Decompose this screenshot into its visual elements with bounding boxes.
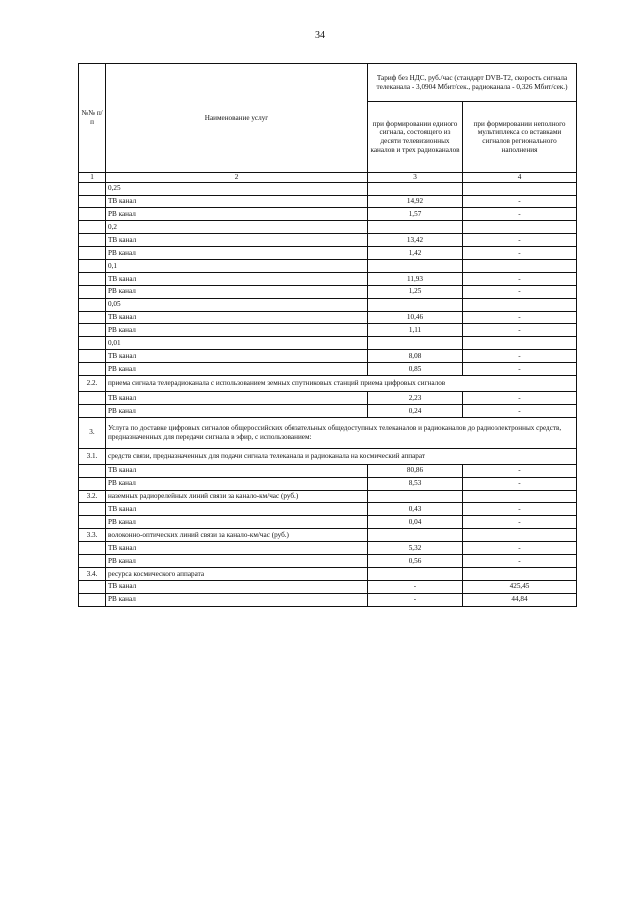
table-row: [79, 285, 577, 298]
service-name: 0,01: [106, 337, 368, 350]
tariff-col3: -: [368, 580, 463, 593]
row-number: 3.4.: [79, 567, 106, 580]
row-number: [79, 298, 106, 311]
tariff-col4: -: [463, 503, 577, 516]
service-name: ТВ канал: [106, 503, 368, 516]
service-name: РВ канал: [106, 516, 368, 529]
subsection-title: волоконно-оптических линий связи за канало-км/час (руб.): [106, 529, 368, 542]
section-3-rows: [79, 464, 577, 606]
service-name: ТВ канал: [106, 464, 368, 477]
row-number: [79, 285, 106, 298]
tariff-col4: -: [463, 542, 577, 555]
row-number: [79, 464, 106, 477]
row-number: [79, 580, 106, 593]
tariff-col3: [368, 529, 463, 542]
row-number: [79, 404, 106, 417]
subsection-title: ресурса космического аппарата: [106, 567, 368, 580]
tariff-col3: 8,53: [368, 477, 463, 490]
service-name: РВ канал: [106, 593, 368, 606]
table-row: [79, 503, 577, 516]
tariff-col4: -: [463, 208, 577, 221]
table-row: [79, 580, 577, 593]
service-name: 0,25: [106, 182, 368, 195]
section-number: 3.1.: [79, 448, 106, 464]
section-2-2-rows: [79, 392, 577, 418]
row-number: [79, 392, 106, 405]
tariff-col4: -: [463, 324, 577, 337]
table-row: [79, 350, 577, 363]
tariff-col3: 1,57: [368, 208, 463, 221]
tariff-col3: 10,46: [368, 311, 463, 324]
section-number: 3.: [79, 417, 106, 448]
row-number: [79, 259, 106, 272]
section-title: Услуга по доставке цифровых сигналов общероссийских обязательных общедоступных телеканалов и радиоканалов до радиоэлектронных средств, предназначенных для передачи сигнала в эфир, с использованием:: [106, 417, 577, 448]
row-number: [79, 221, 106, 234]
table-row: [79, 363, 577, 376]
tariff-col4: 425,45: [463, 580, 577, 593]
row-number: [79, 477, 106, 490]
tariff-table: [78, 63, 577, 607]
header-service-name: Наименование услуг: [106, 64, 368, 173]
tariff-col4: [463, 337, 577, 350]
tariff-col4: [463, 529, 577, 542]
row-number: [79, 324, 106, 337]
service-name: ТВ канал: [106, 272, 368, 285]
block1-rows: [79, 182, 577, 375]
page-number: 34: [315, 30, 325, 41]
tariff-col4: -: [463, 311, 577, 324]
service-name: ТВ канал: [106, 195, 368, 208]
tariff-col4: -: [463, 555, 577, 568]
service-name: РВ канал: [106, 208, 368, 221]
table-row: [79, 311, 577, 324]
row-number: [79, 311, 106, 324]
table-row: [79, 337, 577, 350]
section-title: приема сигнала телерадиоканала с использованием земных спутниковых станций приема цифровых сигналов: [106, 376, 577, 392]
tariff-col3: 5,32: [368, 542, 463, 555]
table-row: [79, 593, 577, 606]
service-name: РВ канал: [106, 404, 368, 417]
tariff-col4: -: [463, 234, 577, 247]
table-row: [79, 516, 577, 529]
row-number: [79, 516, 106, 529]
table-row: [79, 392, 577, 405]
tariff-col3: 8,08: [368, 350, 463, 363]
tariff-col3: 1,42: [368, 247, 463, 260]
tariff-col3: [368, 259, 463, 272]
service-name: ТВ канал: [106, 392, 368, 405]
row-number: [79, 182, 106, 195]
tariff-col3: 0,56: [368, 555, 463, 568]
section-3-row: [79, 417, 577, 448]
tariff-col3: [368, 182, 463, 195]
tariff-col4: -: [463, 363, 577, 376]
section-number: 2.2.: [79, 376, 106, 392]
tariff-col4: [463, 490, 577, 503]
row-number: [79, 593, 106, 606]
tariff-col3: 0,24: [368, 404, 463, 417]
tariff-col4: -: [463, 272, 577, 285]
tariff-col3: -: [368, 593, 463, 606]
service-name: ТВ канал: [106, 542, 368, 555]
service-name: ТВ канал: [106, 311, 368, 324]
row-number: [79, 363, 106, 376]
header-col3: при формировании единого сигнала, состоящего из десяти телевизионных каналов и трех радиоканалов: [368, 102, 463, 173]
table-row: [79, 272, 577, 285]
header-tariff: Тариф без НДС, руб./час (стандарт DVB-T2, скорость сигнала телеканала - 3,0904 Мбит/сек., радиоканала - 0,326 Мбит/сек.): [368, 64, 577, 102]
tariff-col3: [368, 337, 463, 350]
header-num: №№ п/п: [79, 64, 106, 173]
section-3-1-row: [79, 448, 577, 464]
tariff-col3: 1,25: [368, 285, 463, 298]
index-row: [79, 173, 577, 183]
table-row: [79, 221, 577, 234]
tariff-col3: 80,86: [368, 464, 463, 477]
table-row: [79, 404, 577, 417]
row-number: [79, 503, 106, 516]
table-row: [79, 490, 577, 503]
service-name: ТВ канал: [106, 580, 368, 593]
table-row: [79, 208, 577, 221]
tariff-col3: [368, 298, 463, 311]
index-cell: 4: [463, 173, 577, 183]
table-row: [79, 324, 577, 337]
index-cell: 1: [79, 173, 106, 183]
tariff-col4: -: [463, 464, 577, 477]
service-name: 0,2: [106, 221, 368, 234]
tariff-col3: 0,85: [368, 363, 463, 376]
row-number: [79, 234, 106, 247]
tariff-col3: 11,93: [368, 272, 463, 285]
tariff-col3: 14,92: [368, 195, 463, 208]
index-cell: 3: [368, 173, 463, 183]
row-number: [79, 247, 106, 260]
table-row: [79, 247, 577, 260]
table-row: [79, 542, 577, 555]
tariff-col3: 0,04: [368, 516, 463, 529]
tariff-col4: -: [463, 477, 577, 490]
service-name: РВ канал: [106, 555, 368, 568]
tariff-col3: 1,11: [368, 324, 463, 337]
tariff-col4: -: [463, 350, 577, 363]
table-row: [79, 567, 577, 580]
header-col4: при формировании неполного мультиплекса со вставками сигналов регионального наполнения: [463, 102, 577, 173]
tariff-col3: 13,42: [368, 234, 463, 247]
table-row: [79, 298, 577, 311]
row-number: 3.2.: [79, 490, 106, 503]
table-row: [79, 529, 577, 542]
tariff-col4: [463, 567, 577, 580]
tariff-col4: -: [463, 404, 577, 417]
row-number: [79, 195, 106, 208]
tariff-col4: -: [463, 285, 577, 298]
tariff-col4: [463, 298, 577, 311]
index-cell: 2: [106, 173, 368, 183]
service-name: ТВ канал: [106, 234, 368, 247]
table-row: [79, 464, 577, 477]
row-number: [79, 337, 106, 350]
table-row: [79, 555, 577, 568]
table-row: [79, 182, 577, 195]
service-name: РВ канал: [106, 477, 368, 490]
tariff-col4: [463, 221, 577, 234]
tariff-col4: -: [463, 392, 577, 405]
subsection-title: наземных радиорелейных линий связи за канало-км/час (руб.): [106, 490, 368, 503]
row-number: [79, 555, 106, 568]
row-number: 3.3.: [79, 529, 106, 542]
tariff-col4: -: [463, 195, 577, 208]
tariff-col4: 44,84: [463, 593, 577, 606]
service-name: РВ канал: [106, 285, 368, 298]
tariff-col3: 0,43: [368, 503, 463, 516]
service-name: РВ канал: [106, 363, 368, 376]
tariff-col3: [368, 567, 463, 580]
row-number: [79, 350, 106, 363]
service-name: ТВ канал: [106, 350, 368, 363]
table-row: [79, 195, 577, 208]
table-row: [79, 259, 577, 272]
header-row: [79, 64, 577, 102]
row-number: [79, 208, 106, 221]
service-name: 0,05: [106, 298, 368, 311]
service-name: РВ канал: [106, 324, 368, 337]
service-name: РВ канал: [106, 247, 368, 260]
tariff-col3: 2,23: [368, 392, 463, 405]
tariff-col3: [368, 490, 463, 503]
tariff-col4: -: [463, 247, 577, 260]
tariff-col3: [368, 221, 463, 234]
table-row: [79, 234, 577, 247]
tariff-col4: -: [463, 516, 577, 529]
row-number: [79, 542, 106, 555]
row-number: [79, 272, 106, 285]
tariff-col4: [463, 259, 577, 272]
section-title: средств связи, предназначенных для подачи сигнала телеканала и радиоканала на космический аппарат: [106, 448, 577, 464]
service-name: 0,1: [106, 259, 368, 272]
section-2-2-row: [79, 376, 577, 392]
table-row: [79, 477, 577, 490]
tariff-col4: [463, 182, 577, 195]
